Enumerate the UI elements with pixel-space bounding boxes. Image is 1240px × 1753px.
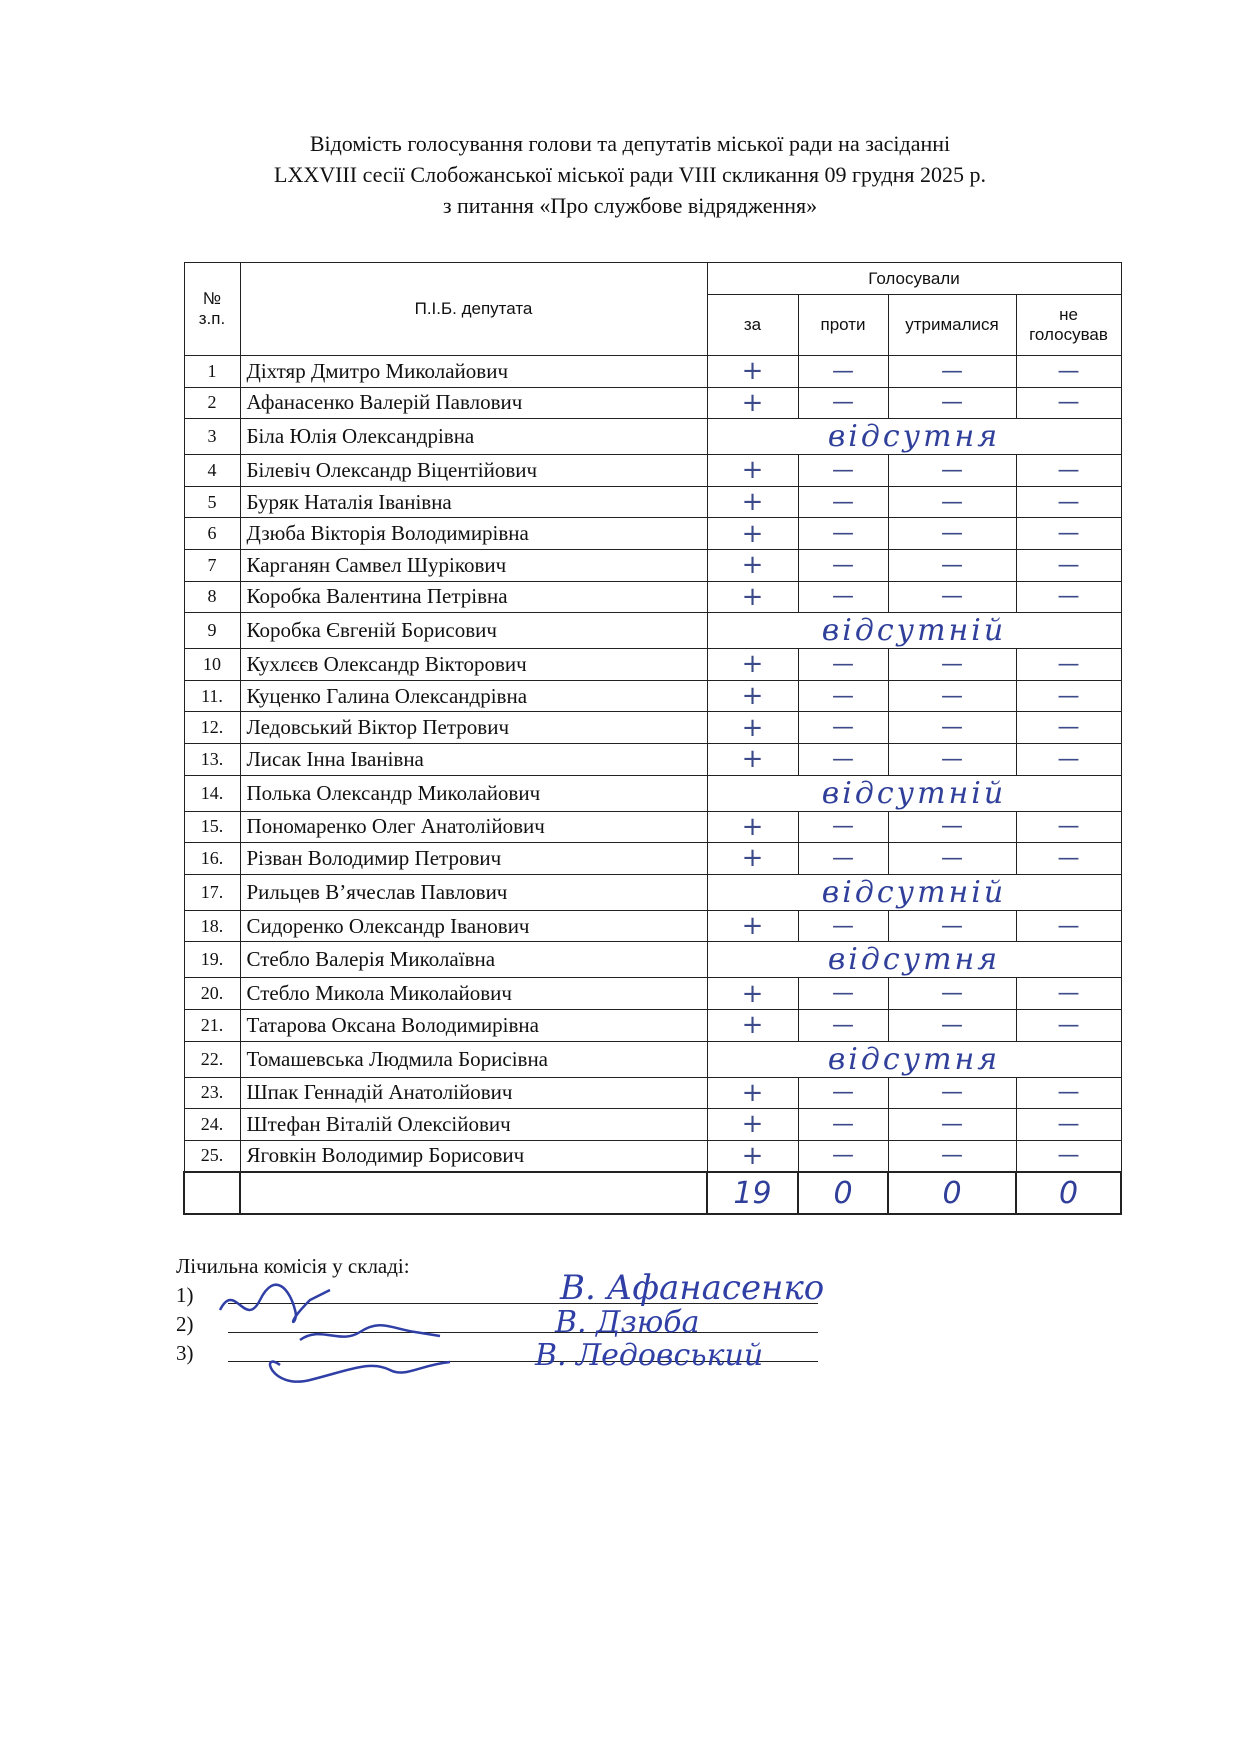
vote-for-mark: + xyxy=(707,910,798,942)
absent-mark: відсутня xyxy=(707,1041,1121,1077)
vote-not-voted-mark: — xyxy=(1016,680,1121,712)
row-number: 11. xyxy=(184,680,240,712)
total-abstained: 0 xyxy=(888,1172,1016,1214)
deputy-name: Куценко Галина Олександрівна xyxy=(240,680,707,712)
signature-1-scribble xyxy=(220,1285,330,1322)
table-row xyxy=(184,1140,1121,1172)
vote-against-mark: — xyxy=(798,518,888,550)
vote-for-mark: + xyxy=(707,518,798,550)
deputy-name: Яговкін Володимир Борисович xyxy=(240,1140,707,1172)
voting-rows xyxy=(184,356,1121,1173)
row-number: 20. xyxy=(184,978,240,1010)
vote-against-mark: — xyxy=(798,843,888,875)
signature-name-2: В. Дзюба xyxy=(555,1305,700,1340)
row-number: 3 xyxy=(184,419,240,455)
vote-for-mark: + xyxy=(707,455,798,487)
table-row xyxy=(184,811,1121,843)
row-number: 19. xyxy=(184,942,240,978)
row-number: 21. xyxy=(184,1009,240,1041)
absent-mark: відсутній xyxy=(707,613,1121,649)
signature-3-scribble xyxy=(270,1362,450,1382)
deputy-name: Дзюба Вікторія Володимирівна xyxy=(240,518,707,550)
deputy-name: Карганян Самвел Шурікович xyxy=(240,549,707,581)
vote-against-mark: — xyxy=(798,356,888,388)
absent-mark: відсутня xyxy=(707,942,1121,978)
vote-for-mark: + xyxy=(707,549,798,581)
commission-label: Лічильна комісія у складі: xyxy=(176,1254,410,1278)
deputy-name: Лисак Інна Іванівна xyxy=(240,743,707,775)
row-number: 4 xyxy=(184,455,240,487)
vote-not-voted-mark: — xyxy=(1016,910,1121,942)
total-for: 19 xyxy=(707,1172,798,1214)
vote-not-voted-mark: — xyxy=(1016,811,1121,843)
table-row xyxy=(184,419,1121,455)
header-against: проти xyxy=(798,295,888,356)
vote-not-voted-mark: — xyxy=(1016,843,1121,875)
row-number: 12. xyxy=(184,712,240,744)
table-row xyxy=(184,978,1121,1010)
deputy-name: Стебло Валерія Миколаївна xyxy=(240,942,707,978)
row-number: 16. xyxy=(184,843,240,875)
total-not-voted: 0 xyxy=(1016,1172,1121,1214)
vote-abstained-mark: — xyxy=(888,843,1016,875)
signature-name-1: В. Афанасенко xyxy=(560,1268,825,1308)
vote-for-mark: + xyxy=(707,743,798,775)
table-row xyxy=(184,743,1121,775)
vote-for-mark: + xyxy=(707,387,798,419)
deputy-name: Коробка Валентина Петрівна xyxy=(240,581,707,613)
vote-not-voted-mark: — xyxy=(1016,712,1121,744)
deputy-name: Полька Олександр Миколайович xyxy=(240,775,707,811)
row-number: 2 xyxy=(184,387,240,419)
header-not-voted-line-2: голосував xyxy=(1029,325,1108,344)
vote-not-voted-mark: — xyxy=(1016,356,1121,388)
vote-abstained-mark: — xyxy=(888,1077,1016,1109)
row-number: 13. xyxy=(184,743,240,775)
header-number xyxy=(184,263,240,356)
row-number: 24. xyxy=(184,1109,240,1141)
vote-for-mark: + xyxy=(707,978,798,1010)
header-abstained: утрималися xyxy=(888,295,1016,356)
vote-not-voted-mark: — xyxy=(1016,649,1121,681)
title-line-2: LXXVIII сесії Слобожанської міської ради VIII скликання 09 грудня 2025 р. xyxy=(274,162,986,187)
table-row xyxy=(184,581,1121,613)
row-number: 14. xyxy=(184,775,240,811)
header-number-line-2: з.п. xyxy=(198,309,226,328)
vote-for-mark: + xyxy=(707,1109,798,1141)
header-for: за xyxy=(707,295,798,356)
vote-against-mark: — xyxy=(798,486,888,518)
deputy-name: Томашевська Людмила Борисівна xyxy=(240,1041,707,1077)
signature-2-scribble xyxy=(300,1325,440,1340)
table-row xyxy=(184,613,1121,649)
vote-against-mark: — xyxy=(798,910,888,942)
table-row xyxy=(184,518,1121,550)
signature-scribbles xyxy=(200,1270,460,1400)
row-number: 15. xyxy=(184,811,240,843)
header-not-voted xyxy=(1016,295,1121,356)
table-row xyxy=(184,455,1121,487)
table-row xyxy=(184,775,1121,811)
deputy-name: Коробка Євгеній Борисович xyxy=(240,613,707,649)
deputy-name: Різван Володимир Петрович xyxy=(240,843,707,875)
table-row xyxy=(184,843,1121,875)
table-row xyxy=(184,649,1121,681)
title-line-3: з питання «Про службове відрядження» xyxy=(442,193,818,218)
vote-for-mark: + xyxy=(707,1009,798,1041)
row-number: 1 xyxy=(184,356,240,388)
vote-abstained-mark: — xyxy=(888,680,1016,712)
vote-against-mark: — xyxy=(798,1077,888,1109)
table-row xyxy=(184,942,1121,978)
vote-against-mark: — xyxy=(798,455,888,487)
row-number: 25. xyxy=(184,1140,240,1172)
vote-abstained-mark: — xyxy=(888,518,1016,550)
vote-abstained-mark: — xyxy=(888,1009,1016,1041)
vote-abstained-mark: — xyxy=(888,356,1016,388)
vote-not-voted-mark: — xyxy=(1016,455,1121,487)
vote-against-mark: — xyxy=(798,712,888,744)
row-number: 8 xyxy=(184,581,240,613)
table-row xyxy=(184,1009,1121,1041)
header-number-line-1: № xyxy=(202,289,222,308)
vote-abstained-mark: — xyxy=(888,978,1016,1010)
row-number: 10 xyxy=(184,649,240,681)
row-number: 23. xyxy=(184,1077,240,1109)
table-row xyxy=(184,549,1121,581)
table-row xyxy=(184,1041,1121,1077)
table-row xyxy=(184,486,1121,518)
deputy-name: Пономаренко Олег Анатолійович xyxy=(240,811,707,843)
deputy-name: Буряк Наталія Іванівна xyxy=(240,486,707,518)
table-row xyxy=(184,1109,1121,1141)
vote-for-mark: + xyxy=(707,811,798,843)
deputy-name: Татарова Оксана Володимирівна xyxy=(240,1009,707,1041)
vote-abstained-mark: — xyxy=(888,910,1016,942)
deputy-name: Кухлєєв Олександр Вікторович xyxy=(240,649,707,681)
vote-not-voted-mark: — xyxy=(1016,387,1121,419)
vote-not-voted-mark: — xyxy=(1016,978,1121,1010)
table-row xyxy=(184,387,1121,419)
vote-abstained-mark: — xyxy=(888,1109,1016,1141)
vote-against-mark: — xyxy=(798,387,888,419)
total-against: 0 xyxy=(798,1172,888,1214)
header-name: П.І.Б. депутата xyxy=(240,263,707,356)
vote-for-mark: + xyxy=(707,680,798,712)
header-not-voted-line-1: не xyxy=(1059,305,1078,324)
deputy-name: Ледовський Віктор Петрович xyxy=(240,712,707,744)
vote-not-voted-mark: — xyxy=(1016,1109,1121,1141)
table-row xyxy=(184,874,1121,910)
deputy-name: Діхтяр Дмитро Миколайович xyxy=(240,356,707,388)
signature-name-3: В. Ледовський xyxy=(535,1338,764,1373)
commission-index: 3) xyxy=(176,1341,194,1365)
document-title xyxy=(180,128,1080,221)
vote-for-mark: + xyxy=(707,649,798,681)
voting-table xyxy=(183,262,1122,1215)
row-number: 7 xyxy=(184,549,240,581)
deputy-name: Афанасенко Валерій Павлович xyxy=(240,387,707,419)
vote-against-mark: — xyxy=(798,549,888,581)
vote-against-mark: — xyxy=(798,581,888,613)
totals-empty-name xyxy=(240,1172,707,1214)
vote-against-mark: — xyxy=(798,1109,888,1141)
vote-abstained-mark: — xyxy=(888,649,1016,681)
row-number: 6 xyxy=(184,518,240,550)
vote-against-mark: — xyxy=(798,680,888,712)
row-number: 22. xyxy=(184,1041,240,1077)
totals-empty-number xyxy=(184,1172,240,1214)
deputy-name: Стебло Микола Миколайович xyxy=(240,978,707,1010)
table-row xyxy=(184,356,1121,388)
deputy-name: Рильцев В’ячеслав Павлович xyxy=(240,874,707,910)
vote-for-mark: + xyxy=(707,843,798,875)
absent-mark: відсутній xyxy=(707,874,1121,910)
vote-not-voted-mark: — xyxy=(1016,743,1121,775)
vote-against-mark: — xyxy=(798,649,888,681)
vote-not-voted-mark: — xyxy=(1016,581,1121,613)
vote-abstained-mark: — xyxy=(888,455,1016,487)
vote-not-voted-mark: — xyxy=(1016,1009,1121,1041)
vote-against-mark: — xyxy=(798,1140,888,1172)
row-number: 17. xyxy=(184,874,240,910)
header-voted: Голосували xyxy=(707,263,1121,295)
vote-against-mark: — xyxy=(798,978,888,1010)
vote-not-voted-mark: — xyxy=(1016,486,1121,518)
table-row xyxy=(184,910,1121,942)
vote-abstained-mark: — xyxy=(888,486,1016,518)
vote-for-mark: + xyxy=(707,1140,798,1172)
absent-mark: відсутній xyxy=(707,775,1121,811)
vote-for-mark: + xyxy=(707,486,798,518)
vote-abstained-mark: — xyxy=(888,743,1016,775)
deputy-name: Сидоренко Олександр Іванович xyxy=(240,910,707,942)
totals-row xyxy=(184,1172,1121,1214)
row-number: 5 xyxy=(184,486,240,518)
absent-mark: відсутня xyxy=(707,419,1121,455)
vote-not-voted-mark: — xyxy=(1016,1140,1121,1172)
deputy-name: Білевіч Олександр Віцентійович xyxy=(240,455,707,487)
vote-abstained-mark: — xyxy=(888,811,1016,843)
vote-against-mark: — xyxy=(798,811,888,843)
vote-for-mark: + xyxy=(707,356,798,388)
row-number: 9 xyxy=(184,613,240,649)
vote-not-voted-mark: — xyxy=(1016,518,1121,550)
deputy-name: Шпак Геннадій Анатолійович xyxy=(240,1077,707,1109)
commission-index: 1) xyxy=(176,1283,194,1307)
commission-index: 2) xyxy=(176,1312,194,1336)
vote-abstained-mark: — xyxy=(888,549,1016,581)
vote-for-mark: + xyxy=(707,712,798,744)
vote-not-voted-mark: — xyxy=(1016,549,1121,581)
vote-for-mark: + xyxy=(707,1077,798,1109)
vote-abstained-mark: — xyxy=(888,1140,1016,1172)
vote-not-voted-mark: — xyxy=(1016,1077,1121,1109)
title-line-1: Відомість голосування голови та депутатів міської ради на засіданні xyxy=(309,131,951,156)
vote-abstained-mark: — xyxy=(888,712,1016,744)
vote-against-mark: — xyxy=(798,1009,888,1041)
vote-against-mark: — xyxy=(798,743,888,775)
table-row xyxy=(184,680,1121,712)
vote-abstained-mark: — xyxy=(888,387,1016,419)
row-number: 18. xyxy=(184,910,240,942)
deputy-name: Біла Юлія Олександрівна xyxy=(240,419,707,455)
table-row xyxy=(184,1077,1121,1109)
deputy-name: Штефан Віталій Олексійович xyxy=(240,1109,707,1141)
table-row xyxy=(184,712,1121,744)
vote-for-mark: + xyxy=(707,581,798,613)
vote-abstained-mark: — xyxy=(888,581,1016,613)
